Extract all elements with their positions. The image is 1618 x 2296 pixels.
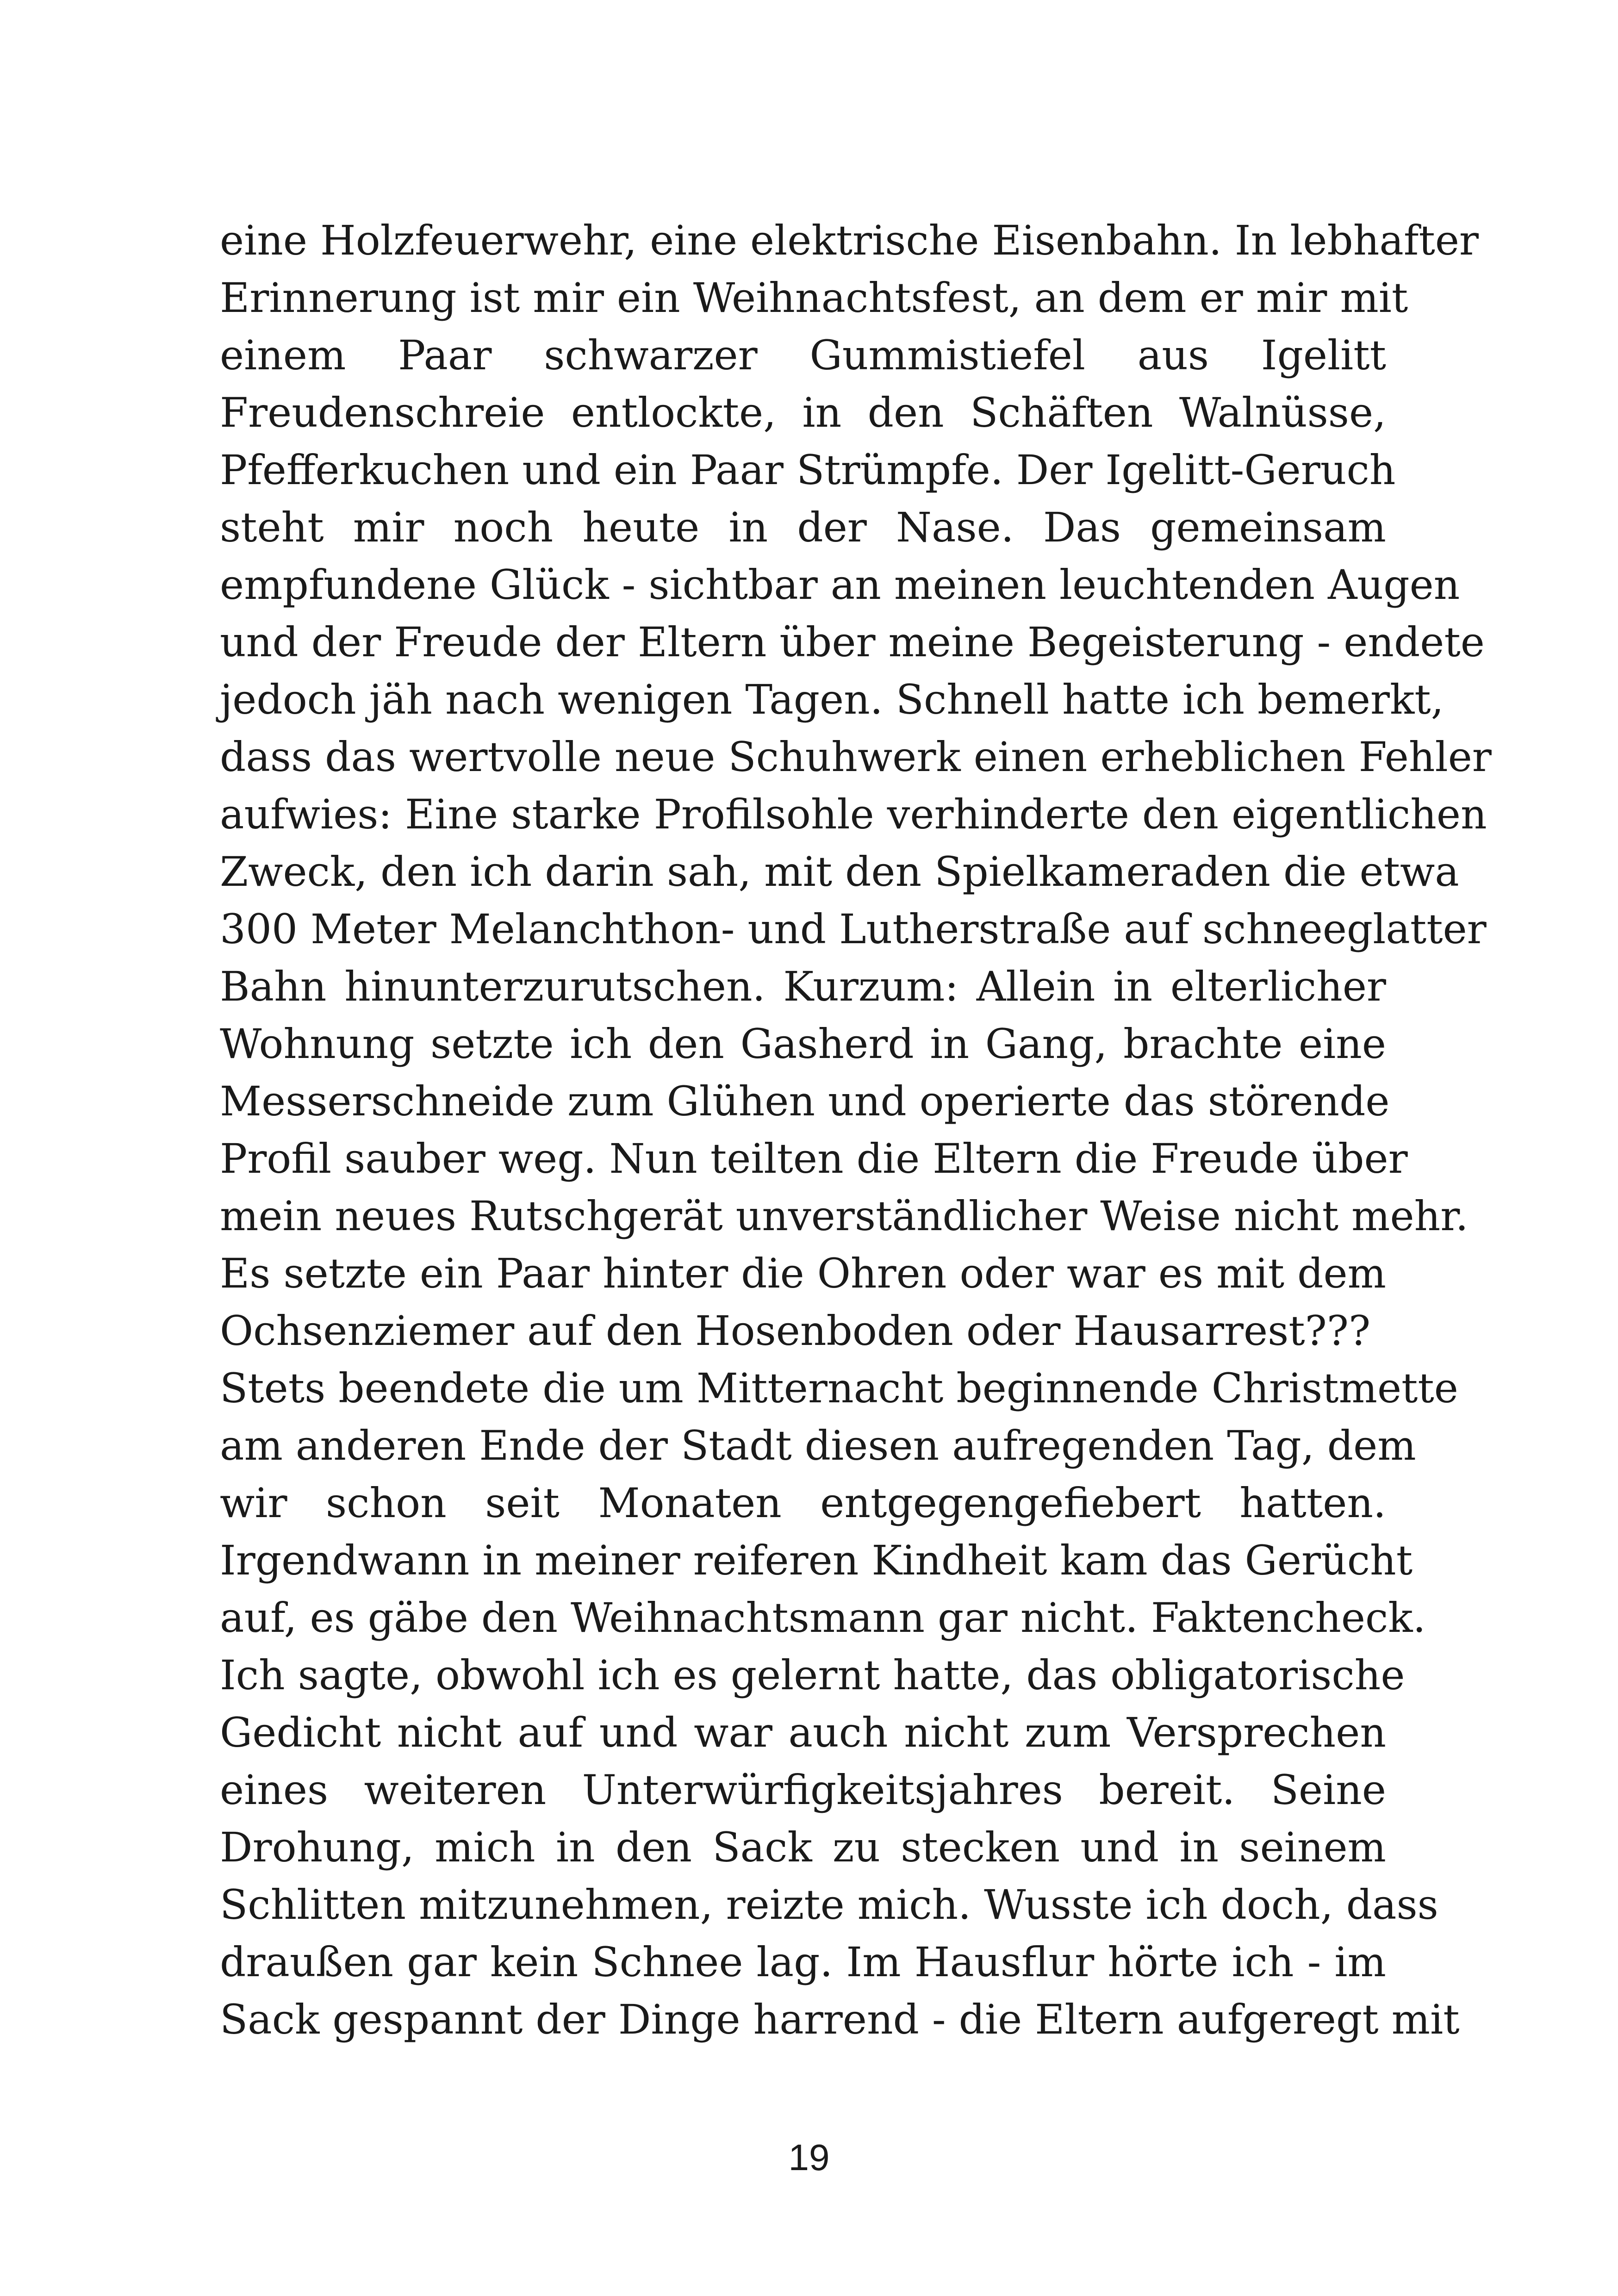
text-line: Irgendwann in meiner reiferen Kindheit kam das Gerücht (220, 1537, 1413, 1584)
text-line: Pfefferkuchen und ein Paar Strümpfe. Der Igelitt-Geruch (220, 446, 1396, 494)
text-line: jedoch jäh nach wenigen Tagen. Schnell hatte ich bemerkt, (220, 676, 1444, 723)
body-text (220, 212, 1492, 2048)
text-line: Profil sauber weg. Nun teilten die Eltern die Freude über (220, 1135, 1408, 1182)
text-line: Zweck, den ich darin sah, mit den Spielkameraden die etwa (220, 848, 1459, 896)
text-line: steht mir noch heute in der Nase. Das gemeinsam (220, 504, 1386, 551)
text-line: Schlitten mitzunehmen, reizte mich. Wusste ich doch, dass (220, 1881, 1438, 1929)
text-line: empfundene Glück - sichtbar an meinen leuchtenden Augen (220, 561, 1460, 609)
text-line: mein neues Rutschgerät unverständlicher Weise nicht mehr. (220, 1192, 1469, 1240)
text-line: Es setzte ein Paar hinter die Ohren oder war es mit dem (220, 1250, 1386, 1297)
text-line: Freudenschreie entlockte, in den Schäften Walnüsse, (220, 389, 1386, 436)
text-line: am anderen Ende der Stadt diesen aufregenden Tag, dem (220, 1422, 1416, 1469)
text-line: auf, es gäbe den Weihnachtsmann gar nicht. Faktencheck. (220, 1594, 1426, 1642)
text-line: Erinnerung ist mir ein Weihnachtsfest, an dem er mir mit (220, 274, 1408, 322)
text-line: draußen gar kein Schnee lag. Im Hausflur hörte ich - im (220, 1938, 1386, 1986)
text-line: und der Freude der Eltern über meine Begeisterung - endete (220, 618, 1485, 666)
text-line: Drohung, mich in den Sack zu stecken und in seinem (220, 1823, 1386, 1871)
page-number: 19 (788, 2137, 830, 2178)
text-line: aufwies: Eine starke Profilsohle verhinderte den eigentlichen (220, 790, 1487, 838)
text-line: Stets beendete die um Mitternacht beginnende Christmette (220, 1364, 1458, 1412)
text-line: Ochsenziemer auf den Hosenboden oder Hausarrest??? (220, 1307, 1371, 1355)
text-line: wir schon seit Monaten entgegengefiebert hatten. (220, 1479, 1386, 1527)
text-line: eine Holzfeuerwehr, eine elektrische Eisenbahn. In lebhafter (220, 217, 1479, 264)
text-line: eines weiteren Unterwürfigkeitsjahres bereit. Seine (220, 1766, 1386, 1814)
text-line: Wohnung setzte ich den Gasherd in Gang, brachte eine (220, 1020, 1386, 1068)
text-line: Messerschneide zum Glühen und operierte das störende (220, 1077, 1390, 1125)
text-line: dass das wertvolle neue Schuhwerk einen erheblichen Fehler (220, 733, 1492, 781)
text-line: Bahn hinunterzurutschen. Kurzum: Allein in elterlicher (220, 963, 1386, 1010)
text-line: Gedicht nicht auf und war auch nicht zum Versprechen (220, 1709, 1386, 1756)
text-line: Sack gespannt der Dinge harrend - die Eltern aufgeregt mit (220, 1996, 1460, 2043)
text-line: einem Paar schwarzer Gummistiefel aus Igelitt (220, 331, 1386, 379)
text-line: Ich sagte, obwohl ich es gelernt hatte, das obligatorische (220, 1651, 1405, 1699)
text-line: 300 Meter Melanchthon- und Lutherstraße auf schneeglatter (220, 905, 1487, 953)
